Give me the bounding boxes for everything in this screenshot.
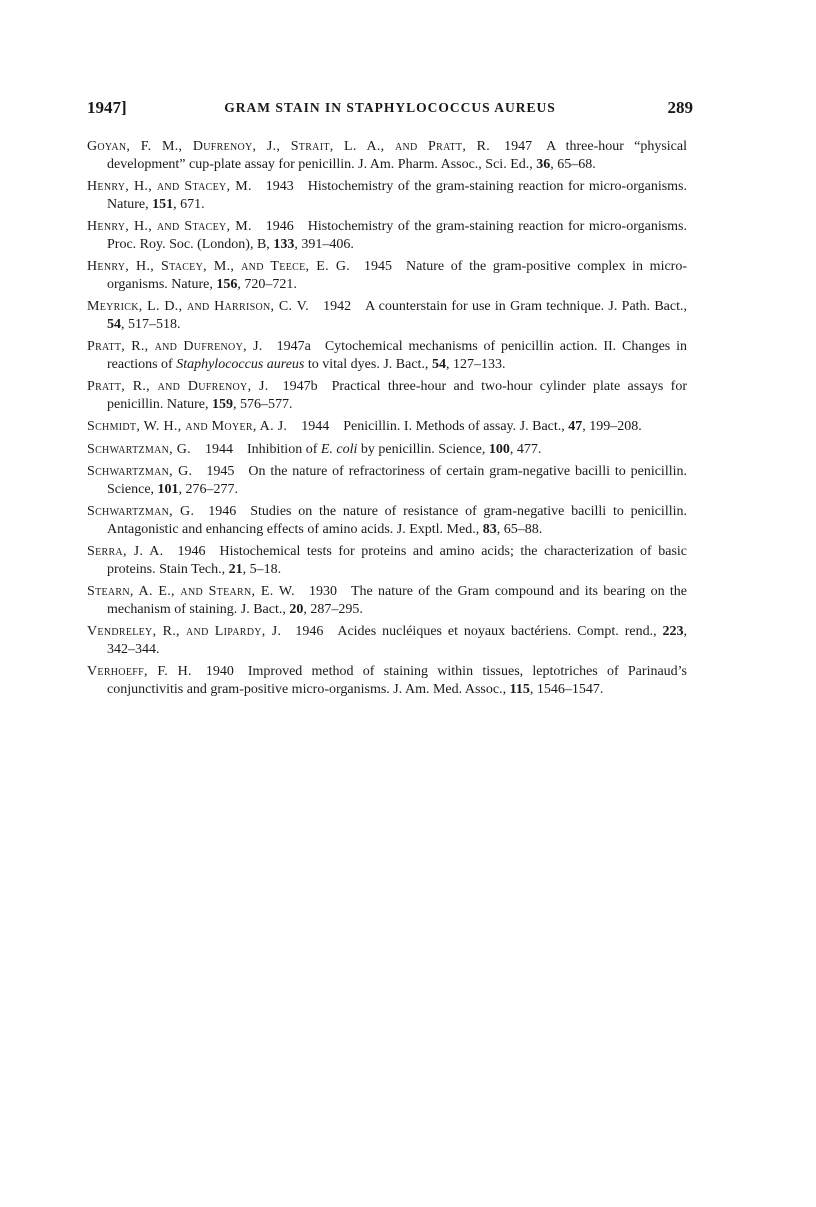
reference-year: 1947a xyxy=(276,339,311,354)
running-title: GRAM STAIN IN STAPHYLOCOCCUS AUREUS xyxy=(224,100,556,115)
reference-text-continued: by penicillin. Science, xyxy=(360,441,486,457)
reference-text-continued: to vital dyes. J. Bact., xyxy=(307,356,429,372)
reference-pages: 576–577. xyxy=(239,396,293,412)
reference-list xyxy=(87,138,687,703)
reference-pages: 671. xyxy=(180,196,205,212)
reference-volume: 36 xyxy=(536,156,551,172)
reference-entry: Pratt, R., and Dufrenoy, J. 1947a Cytochemical mechanisms of penicillin action. II. Changes in reactions of Staphylococcus aureus to vital dyes. J. Bact., 54, 127–133. xyxy=(87,339,687,372)
reference-pages: 65–68. xyxy=(557,156,596,172)
reference-year: 1945 xyxy=(364,259,393,274)
reference-pages: 517–518. xyxy=(128,316,181,332)
reference-text: Studies on the nature of resistance of gram-negative bacilli to penicillin. Antagonistic and enhancing effects of amino acids. J. Exptl. Med., xyxy=(107,504,687,537)
reference-volume: 156 xyxy=(216,276,238,292)
reference-entry: Schwartzman, G. 1946 Studies on the nature of resistance of gram-negative bacilli to penicillin. Antagonistic and enhancing effects of amino acids. J. Exptl. Med., 83, 65–88. xyxy=(87,504,687,537)
reference-text: A three-hour “physical development” cup-plate assay for penicillin. J. Am. Pharm. Assoc., Sci. Ed., xyxy=(107,139,687,172)
reference-volume: 21 xyxy=(228,561,243,577)
reference-pages: 127–133. xyxy=(452,356,506,372)
reference-pages: 5–18. xyxy=(249,561,282,577)
reference-text: On the nature of refractoriness of certain gram-negative bacilli to penicillin. Science, xyxy=(107,464,687,497)
reference-year: 1947 xyxy=(504,139,533,154)
reference-text: Improved method of staining within tissues, leptotriches of Parinaud’s conjunctivitis and gram-positive micro-organisms. J. Am. Med. Assoc., xyxy=(107,664,688,697)
reference-year: 1944 xyxy=(301,419,330,434)
reference-entry: Schmidt, W. H., and Moyer, A. J. 1944 Penicillin. I. Methods of assay. J. Bact., 47, 199–208. xyxy=(87,419,642,434)
reference-authors: Pratt, R., and Dufrenoy, J. xyxy=(87,339,263,354)
reference-text: Histochemical tests for proteins and amino acids; the characterization of basic proteins. Stain Tech., xyxy=(107,544,688,577)
reference-authors: Goyan, F. M., Dufrenoy, J., Strait, L. A., and Pratt, R. xyxy=(87,139,491,154)
reference-year: 1945 xyxy=(206,464,235,479)
reference-pages: 1546–1547. xyxy=(536,681,604,697)
reference-volume: 133 xyxy=(273,236,295,252)
reference-authors: Henry, H., Stacey, M., and Teece, E. G. xyxy=(87,259,351,274)
reference-entry: Vendreley, R., and Lipardy, J. 1946 Acides nucléiques et noyaux bactériens. Compt. rend., 223, 342–344. xyxy=(87,624,687,657)
reference-authors: Schwartzman, G. xyxy=(87,441,191,457)
reference-pages: 199–208. xyxy=(589,419,642,434)
reference-year: 1943 xyxy=(265,179,294,194)
reference-volume: 115 xyxy=(509,681,530,697)
reference-text: Penicillin. I. Methods of assay. J. Bact., xyxy=(343,419,565,434)
reference-volume: 159 xyxy=(211,396,233,412)
running-header xyxy=(87,98,693,122)
reference-pages: 287–295. xyxy=(310,601,363,617)
reference-text: Cytochemical mechanisms of penicillin action. II. Changes in reactions of xyxy=(107,339,687,372)
reference-pages: 276–277. xyxy=(185,481,239,497)
reference-text: Inhibition of xyxy=(246,441,318,457)
reference-authors: Serra, J. A. xyxy=(87,544,164,559)
reference-italic-text: E. coli xyxy=(320,441,358,457)
reference-volume: 83 xyxy=(482,521,497,537)
reference-year: 1946 xyxy=(177,544,206,559)
reference-entry: Schwartzman, G. 1944 Inhibition of E. coli by penicillin. Science, 100, 477. xyxy=(87,441,542,457)
reference-authors: Henry, H., and Stacey, M. xyxy=(87,219,252,234)
reference-entry: Stearn, A. E., and Stearn, E. W. 1930 The nature of the Gram compound and its bearing on the mechanism of staining. J. Bact., 20, 287–295. xyxy=(87,584,687,617)
reference-volume: 101 xyxy=(157,481,179,497)
reference-text: Acides nucléiques et noyaux bactériens. Compt. rend., xyxy=(337,624,657,639)
reference-year: 1944 xyxy=(204,441,233,457)
reference-entry: Verhoeff, F. H. 1940 Improved method of staining within tissues, leptotriches of Parinaud’s conjunctivitis and gram-positive micro-organisms. J. Am. Med. Assoc., 115, 1546–1547. xyxy=(87,664,688,697)
reference-year: 1940 xyxy=(205,664,234,679)
reference-authors: Stearn, A. E., and Stearn, E. W. xyxy=(87,584,295,599)
reference-authors: Schwartzman, G. xyxy=(87,464,193,479)
reference-authors: Henry, H., and Stacey, M. xyxy=(87,179,252,194)
reference-pages: 391–406. xyxy=(301,236,354,252)
reference-pages: 342–344. xyxy=(107,641,160,657)
reference-text: A counterstain for use in Gram technique. J. Path. Bact., xyxy=(365,299,687,314)
reference-text: Histochemistry of the gram-staining reaction for micro-organisms. Nature, xyxy=(107,179,688,212)
reference-volume: 54 xyxy=(107,316,121,332)
reference-year: 1946 xyxy=(208,504,237,519)
reference-year: 1930 xyxy=(308,584,337,599)
reference-text: Nature of the gram-positive complex in micro-organisms. Nature, xyxy=(107,259,687,292)
reference-volume: 20 xyxy=(289,601,304,617)
reference-entry: Serra, J. A. 1946 Histochemical tests for proteins and amino acids; the characterization of basic proteins. Stain Tech., 21, 5–18. xyxy=(87,544,688,577)
reference-entry: Schwartzman, G. 1945 On the nature of refractoriness of certain gram-negative bacilli to penicillin. Science, 101, 276–277. xyxy=(87,464,687,497)
reference-entry: Goyan, F. M., Dufrenoy, J., Strait, L. A., and Pratt, R. 1947 A three-hour “physical development” cup-plate assay for penicillin. J. Am. Pharm. Assoc., Sci. Ed., 36, 65–68. xyxy=(87,139,687,172)
reference-year: 1947b xyxy=(282,379,318,394)
reference-year: 1942 xyxy=(323,299,352,314)
reference-authors: Meyrick, L. D., and Harrison, C. V. xyxy=(87,299,310,314)
reference-italic-text: Staphylococcus aureus xyxy=(176,356,305,372)
reference-pages: 477. xyxy=(516,441,542,457)
page-number: 289 xyxy=(667,98,693,117)
reference-authors: Schwartzman, G. xyxy=(87,504,195,519)
reference-entry: Henry, H., Stacey, M., and Teece, E. G. 1945 Nature of the gram-positive complex in micro-organisms. Nature, 156, 720–721. xyxy=(87,259,687,292)
reference-authors: Schmidt, W. H., and Moyer, A. J. xyxy=(87,419,288,434)
reference-text: Practical three-hour and two-hour cylinder plate assays for penicillin. Nature, xyxy=(107,379,687,412)
reference-entry: Henry, H., and Stacey, M. 1943 Histochemistry of the gram-staining reaction for micro-organisms. Nature, 151, 671. xyxy=(87,179,688,212)
reference-volume: 54 xyxy=(431,356,446,372)
reference-entry: Pratt, R., and Dufrenoy, J. 1947b Practical three-hour and two-hour cylinder plate assays for penicillin. Nature, 159, 576–577. xyxy=(87,379,687,412)
reference-text: The nature of the Gram compound and its bearing on the mechanism of staining. J. Bact., xyxy=(107,584,687,617)
header-year: 1947] xyxy=(87,98,127,117)
reference-authors: Verhoeff, F. H. xyxy=(87,664,192,679)
reference-volume: 47 xyxy=(568,419,583,434)
reference-year: 1946 xyxy=(265,219,294,234)
reference-authors: Vendreley, R., and Lipardy, J. xyxy=(87,624,282,639)
reference-volume: 100 xyxy=(488,441,510,457)
reference-volume: 151 xyxy=(152,196,174,212)
reference-year: 1946 xyxy=(295,624,324,639)
reference-entry: Henry, H., and Stacey, M. 1946 Histochemistry of the gram-staining reaction for micro-organisms. Proc. Roy. Soc. (London), B, 133, 391–406. xyxy=(87,219,688,252)
reference-pages: 720–721. xyxy=(244,276,297,292)
reference-entry: Meyrick, L. D., and Harrison, C. V. 1942 A counterstain for use in Gram technique. J. Path. Bact., 54, 517–518. xyxy=(87,299,687,332)
reference-pages: 65–88. xyxy=(503,521,543,537)
reference-volume: 223 xyxy=(662,624,684,639)
reference-authors: Pratt, R., and Dufrenoy, J. xyxy=(87,379,269,394)
reference-text: Histochemistry of the gram-staining reaction for micro-organisms. Proc. Roy. Soc. (London), B, xyxy=(107,219,688,252)
